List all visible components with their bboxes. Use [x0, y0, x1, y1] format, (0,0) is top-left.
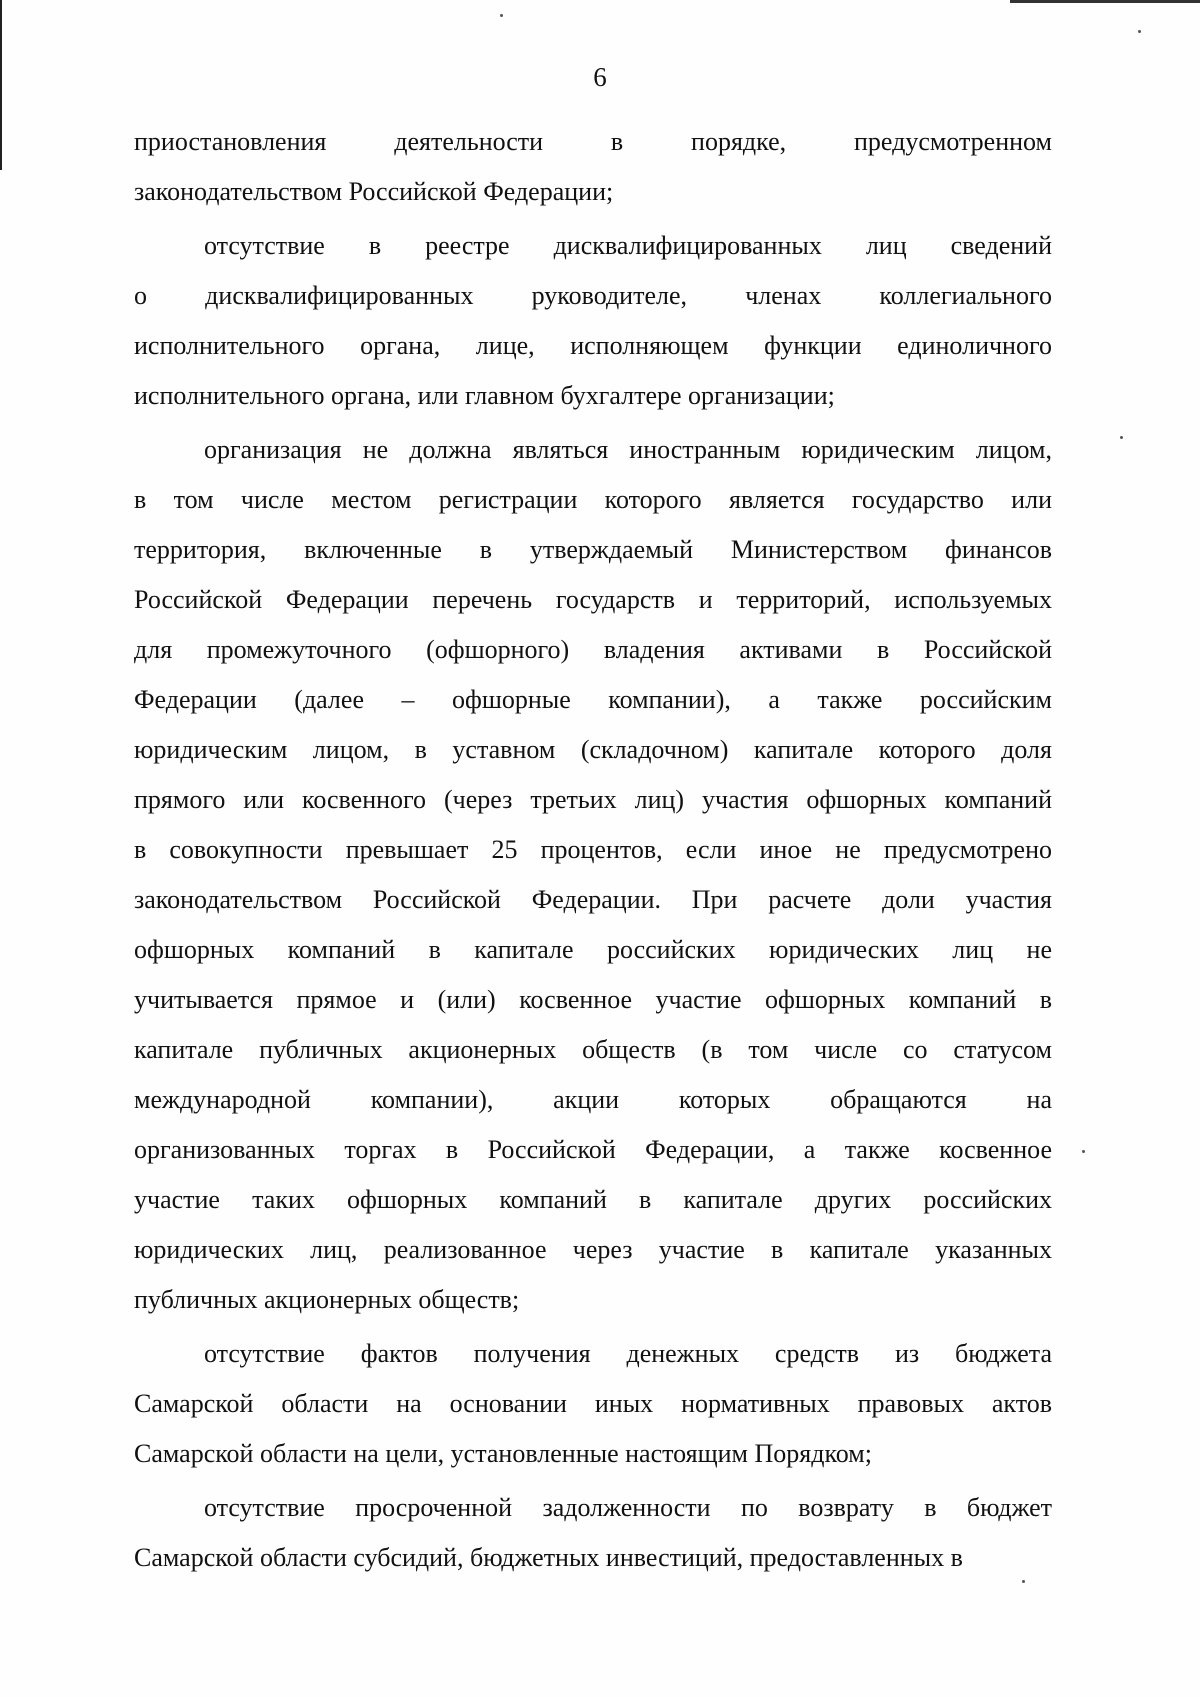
text-line: территория, включенные в утверждаемый Министерством финансов — [134, 535, 1052, 564]
scan-speck — [1082, 1150, 1085, 1153]
text-line: отсутствие просроченной задолженности по возврату в бюджет — [204, 1493, 1052, 1522]
page-number: 6 — [593, 62, 607, 92]
text-line: отсутствие в реестре дисквалифицированных лиц сведений — [204, 231, 1052, 260]
text-line: приостановления деятельности в порядке, предусмотренном — [134, 127, 1052, 156]
paragraph — [134, 425, 1052, 1325]
text-line: в том числе местом регистрации которого является государство или — [134, 485, 1052, 514]
text-line: Федерации (далее – офшорные компании), а также российским — [134, 685, 1052, 714]
scan-edge-line — [1010, 0, 1200, 3]
text-line: юридических лиц, реализованное через участие в капитале указанных — [134, 1235, 1052, 1264]
text-line: публичных акционерных обществ; — [134, 1285, 520, 1314]
text-line: исполнительного органа, лице, исполняющем функции единоличного — [134, 331, 1052, 360]
text-line: участие таких офшорных компаний в капитале других российских — [134, 1185, 1052, 1214]
text-line: прямого или косвенного (через третьих лиц) участия офшорных компаний — [134, 785, 1052, 814]
document-body — [134, 117, 1052, 1583]
scan-speck — [1120, 436, 1123, 439]
text-line: офшорных компаний в капитале российских юридических лиц не — [134, 935, 1052, 964]
paragraph — [134, 117, 1052, 217]
paragraph — [134, 221, 1052, 421]
text-line: международной компании), акции которых обращаются на — [134, 1085, 1052, 1114]
text-line: о дисквалифицированных руководителе, членах коллегиального — [134, 281, 1052, 310]
text-line: законодательством Российской Федерации; — [134, 177, 614, 206]
text-line: Самарской области на цели, установленные настоящим Порядком; — [134, 1439, 872, 1468]
scan-speck — [500, 14, 503, 17]
text-line: учитывается прямое и (или) косвенное участие офшорных компаний в — [134, 985, 1052, 1014]
text-line: для промежуточного (офшорного) владения активами в Российской — [134, 635, 1052, 664]
text-line: законодательством Российской Федерации. При расчете доли участия — [134, 885, 1052, 914]
text-line: Российской Федерации перечень государств и территорий, используемых — [134, 585, 1052, 614]
paragraph — [134, 1329, 1052, 1479]
text-line: организация не должна являться иностранным юридическим лицом, — [204, 435, 1052, 464]
text-line: в совокупности превышает 25 процентов, если иное не предусмотрено — [134, 835, 1052, 864]
paragraph — [134, 1483, 1052, 1583]
scan-speck — [1138, 30, 1141, 33]
text-line: исполнительного органа, или главном бухгалтере организации; — [134, 381, 835, 410]
text-line: Самарской области на основании иных нормативных правовых актов — [134, 1389, 1052, 1418]
text-line: юридическим лицом, в уставном (складочном) капитале которого доля — [134, 735, 1052, 764]
text-line: Самарской области субсидий, бюджетных инвестиций, предоставленных в — [134, 1543, 963, 1572]
text-line: организованных торгах в Российской Федерации, а также косвенное — [134, 1135, 1052, 1164]
text-line: отсутствие фактов получения денежных средств из бюджета — [204, 1339, 1052, 1368]
text-line: капитале публичных акционерных обществ (в том числе со статусом — [134, 1035, 1052, 1064]
